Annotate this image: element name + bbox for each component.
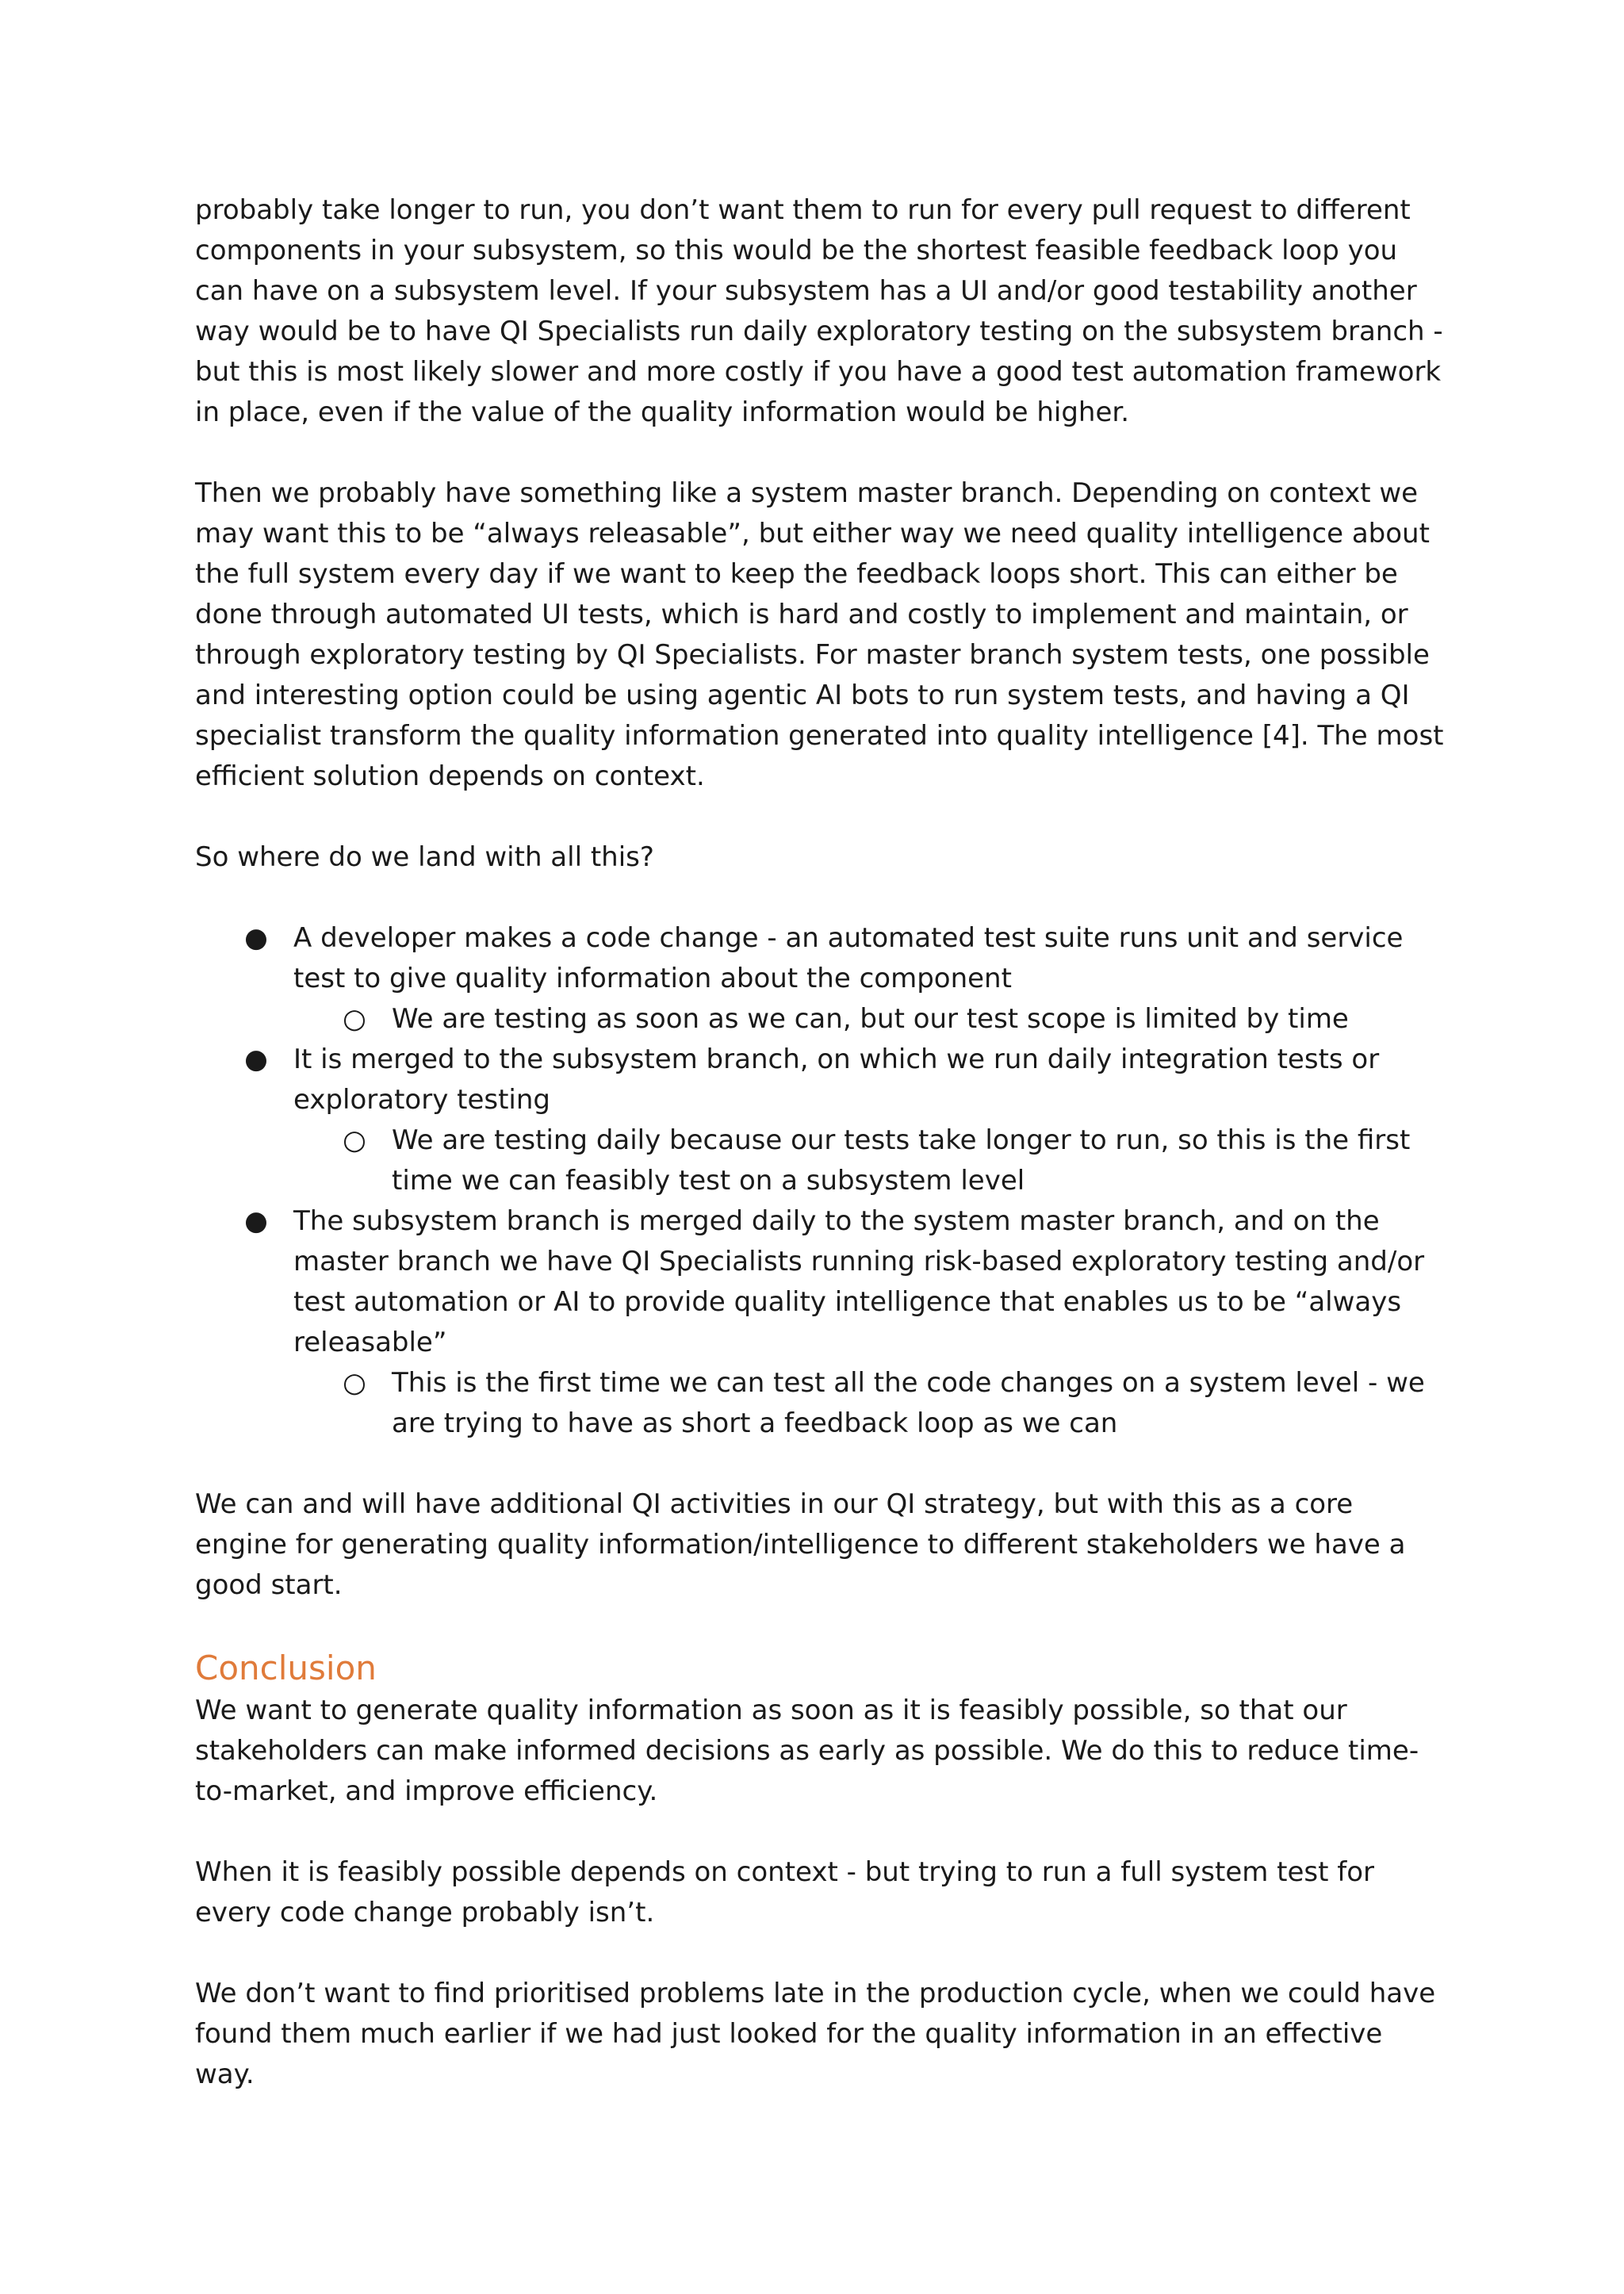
hollow-bullet-icon: ○ <box>343 1003 366 1035</box>
list-item-text: The subsystem branch is merged daily to the system master branch, and on the master branch we have QI Specialists running risk-based exploratory testing and/or test automation or AI to provide quality intelligence that enables us to be “always releasable” <box>293 1205 1425 1358</box>
sub-list-item <box>293 999 1448 1040</box>
conclusion-paragraph: We don’t want to find prioritised problems late in the production cycle, when we could have found them much earlier if we had just looked for the quality information in an effective way. <box>195 1978 1436 2090</box>
list-item <box>195 918 1448 1040</box>
hollow-bullet-icon: ○ <box>343 1124 366 1156</box>
paragraph-subsystem-testing: probably take longer to run, you don’t want them to run for every pull request to different components in your subsystem, so this would be the shortest feasible feedback loop you can have on a subsystem level. If your subsystem has a UI and/or good testability another way would be to have QI Specialists run daily exploratory testing on the subsystem branch - but this is most likely slower and more costly if you have a good test automation framework in place, even if the value of the quality information would be higher. <box>195 194 1443 428</box>
sub-list <box>293 999 1448 1040</box>
bullet-icon: ● <box>244 1044 268 1075</box>
summary-list <box>195 918 1448 1444</box>
list-item <box>195 1201 1448 1444</box>
paragraph-summary-question: So where do we land with all this? <box>195 841 654 873</box>
section-heading-conclusion: Conclusion <box>195 1649 377 1687</box>
sub-list <box>293 1363 1448 1444</box>
sub-list-item-text: This is the first time we can test all the code changes on a system level - we are trying to have as short a feedback loop as we can <box>392 1367 1425 1439</box>
list-item-text: A developer makes a code change - an automated test suite runs unit and service test to give quality information about the component <box>293 922 1404 994</box>
hollow-bullet-icon: ○ <box>343 1367 366 1399</box>
sub-list-item-text: We are testing as soon as we can, but our test scope is limited by time <box>392 1003 1349 1035</box>
paragraph-core-engine: We can and will have additional QI activities in our QI strategy, but with this as a core engine for generating quality information/intelligence to different stakeholders we have a good start. <box>195 1488 1406 1601</box>
document-page <box>195 190 1448 2135</box>
paragraph-master-branch: Then we probably have something like a system master branch. Depending on context we may want this to be “always releasable”, but either way we need quality intelligence about the full system every day if we want to keep the feedback loops short. This can either be done through automated UI tests, which is hard and costly to implement and maintain, or through exploratory testing by QI Specialists. For master branch system tests, one possible and interesting option could be using agentic AI bots to run system tests, and having a QI specialist transform the quality information generated into quality intelligence [4]. The most efficient solution depends on context. <box>195 477 1444 792</box>
sub-list <box>293 1120 1448 1201</box>
sub-list-item <box>293 1363 1448 1444</box>
sub-list-item <box>293 1120 1448 1201</box>
list-item-text: It is merged to the subsystem branch, on which we run daily integration tests or exploratory testing <box>293 1044 1380 1116</box>
conclusion-paragraph: We want to generate quality information as soon as it is feasibly possible, so that our stakeholders can make informed decisions as early as possible. We do this to reduce time-to-market, and improve efficiency. <box>195 1695 1419 1807</box>
list-item <box>195 1040 1448 1201</box>
bullet-icon: ● <box>244 1205 268 1237</box>
bullet-icon: ● <box>244 922 268 954</box>
conclusion-paragraph: When it is feasibly possible depends on context - but trying to run a full system test for every code change probably isn’t. <box>195 1856 1375 1928</box>
sub-list-item-text: We are testing daily because our tests take longer to run, so this is the first time we can feasibly test on a subsystem level <box>392 1124 1411 1197</box>
